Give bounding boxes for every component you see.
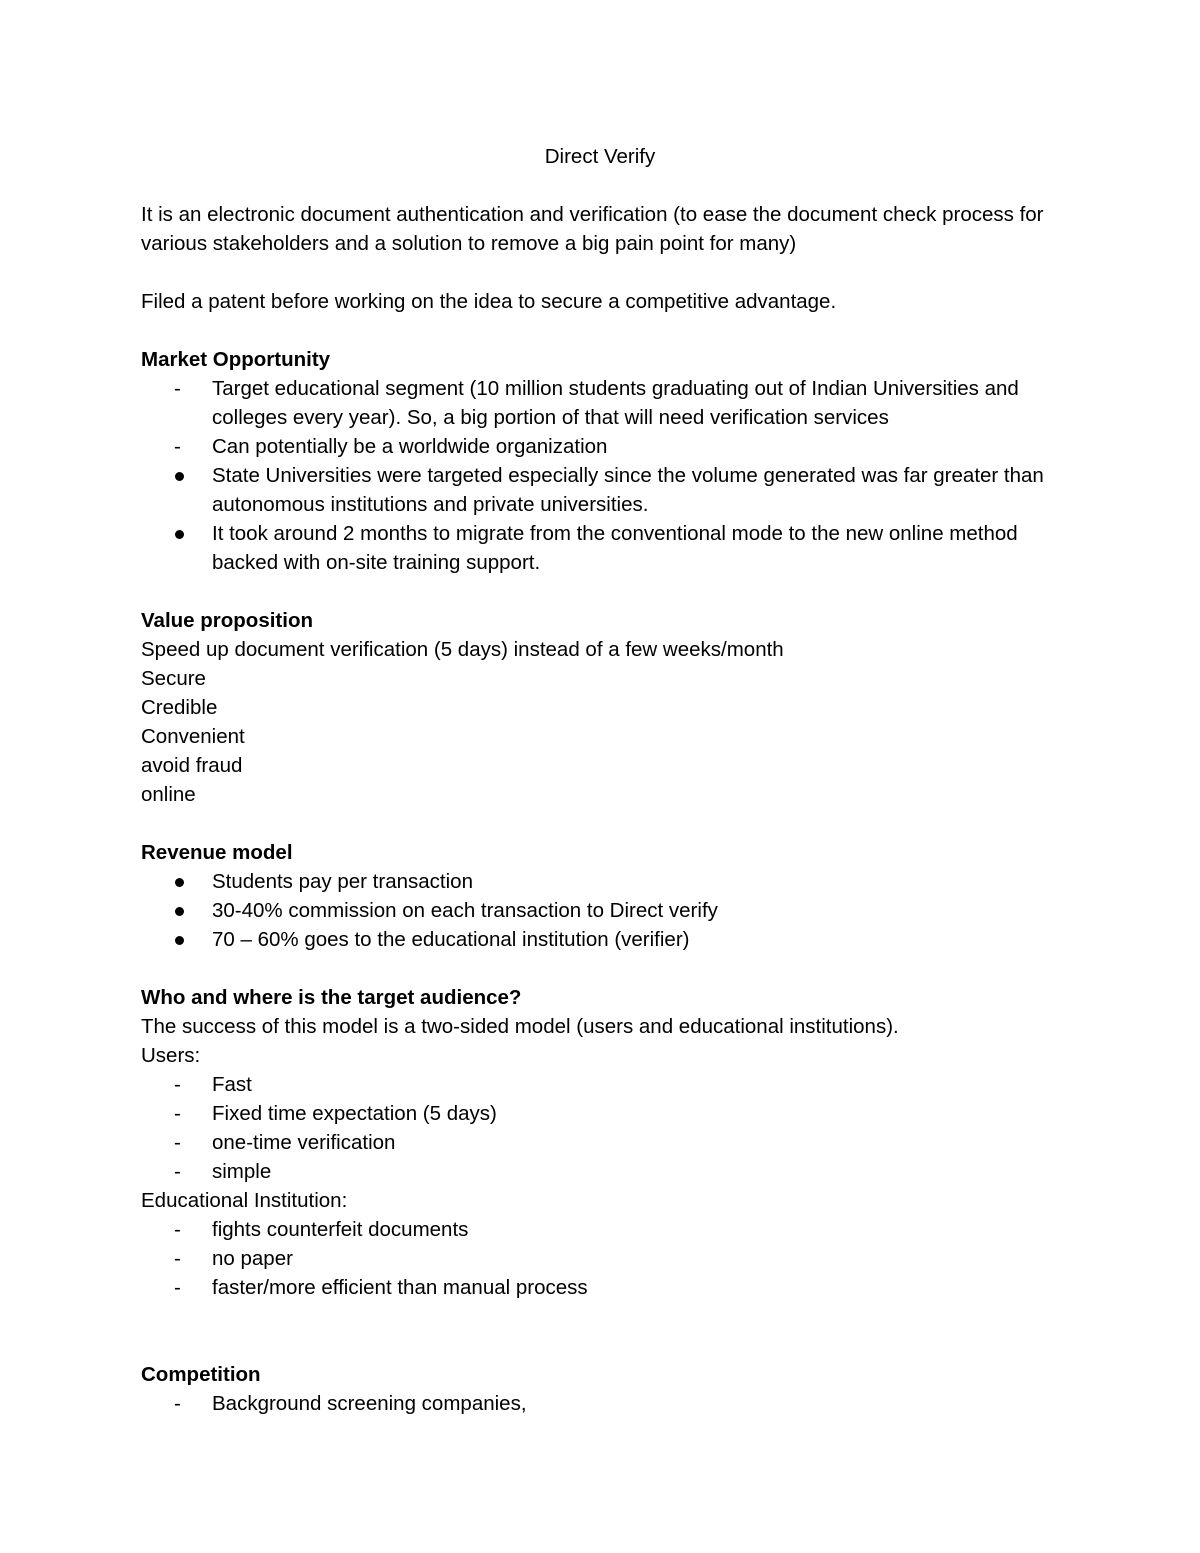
list-item-text: Fixed time expectation (5 days) xyxy=(212,1102,497,1125)
list-item-text: 30-40% commission on each transaction to Direct verify xyxy=(212,899,718,922)
competition-list xyxy=(141,1389,1061,1418)
value-line: online xyxy=(141,783,196,806)
list-item-text: Background screening companies, xyxy=(212,1392,527,1415)
list-item xyxy=(141,1128,1061,1157)
audience-summary: The success of this model is a two-sided model (users and educational institutions). xyxy=(141,1015,899,1038)
list-item-text: simple xyxy=(212,1160,272,1183)
bullet-icon xyxy=(175,530,184,539)
list-item-text: It took around 2 months to migrate from the conventional mode to the new online method backed with on-site training support. xyxy=(212,522,1018,574)
list-item-text: Fast xyxy=(212,1073,252,1096)
bullet-icon xyxy=(175,878,184,887)
list-item-text: Students pay per transaction xyxy=(212,870,473,893)
dash-marker: - xyxy=(174,1218,181,1241)
list-item xyxy=(141,896,1061,925)
value-line: Secure xyxy=(141,667,206,690)
list-item-text: fights counterfeit documents xyxy=(212,1218,469,1241)
competition-heading: Competition xyxy=(141,1363,261,1386)
list-item xyxy=(141,867,1061,896)
market-bullet-list xyxy=(141,461,1061,577)
dash-marker: - xyxy=(174,1392,181,1415)
bullet-icon xyxy=(175,907,184,916)
list-item xyxy=(141,1157,1061,1186)
value-line: Credible xyxy=(141,696,218,719)
list-item xyxy=(141,1244,1061,1273)
market-heading: Market Opportunity xyxy=(141,348,331,371)
patent-paragraph: Filed a patent before working on the idea to secure a competitive advantage. xyxy=(141,290,837,313)
institution-list xyxy=(141,1215,1061,1302)
list-item-text: no paper xyxy=(212,1247,293,1270)
list-item xyxy=(141,1389,1061,1418)
value-heading: Value proposition xyxy=(141,609,313,632)
institution-label: Educational Institution: xyxy=(141,1189,348,1212)
value-line: Speed up document verification (5 days) instead of a few weeks/month xyxy=(141,638,784,661)
list-item xyxy=(141,461,1061,519)
value-line: avoid fraud xyxy=(141,754,243,777)
list-item xyxy=(141,519,1061,577)
dash-marker: - xyxy=(174,1160,181,1183)
list-item-text: Can potentially be a worldwide organization xyxy=(212,435,608,458)
audience-heading: Who and where is the target audience? xyxy=(141,986,522,1009)
value-line: Convenient xyxy=(141,725,245,748)
list-item-text: faster/more efficient than manual process xyxy=(212,1276,588,1299)
dash-marker: - xyxy=(174,1131,181,1154)
list-item xyxy=(141,1070,1061,1099)
document-body xyxy=(141,142,1061,1418)
users-list xyxy=(141,1070,1061,1186)
list-item-text: one-time verification xyxy=(212,1131,396,1154)
dash-marker: - xyxy=(174,435,181,458)
list-item xyxy=(141,925,1061,954)
dash-marker: - xyxy=(174,1247,181,1270)
intro-paragraph: It is an electronic document authentication and verification (to ease the document check process for various stakeholders and a solution to remove a big pain point for many) xyxy=(141,203,1044,255)
list-item xyxy=(141,1215,1061,1244)
revenue-heading: Revenue model xyxy=(141,841,293,864)
bullet-icon xyxy=(175,472,184,481)
list-item xyxy=(141,1099,1061,1128)
document-title: Direct Verify xyxy=(544,145,656,168)
dash-marker: - xyxy=(174,1276,181,1299)
list-item xyxy=(141,432,1061,461)
list-item-text: Target educational segment (10 million students graduating out of Indian Universities and colleges every year). So, a big portion of that will need verification services xyxy=(212,377,1019,429)
revenue-list xyxy=(141,867,1061,954)
dash-marker: - xyxy=(174,1102,181,1125)
list-item xyxy=(141,374,1061,432)
dash-marker: - xyxy=(174,377,181,400)
list-item xyxy=(141,1273,1061,1302)
list-item-text: State Universities were targeted especially since the volume generated was far greater than autonomous institutions and private universities. xyxy=(212,464,1044,516)
list-item-text: 70 – 60% goes to the educational institution (verifier) xyxy=(212,928,690,951)
bullet-icon xyxy=(175,936,184,945)
dash-marker: - xyxy=(174,1073,181,1096)
users-label: Users: xyxy=(141,1044,201,1067)
market-dash-list xyxy=(141,374,1061,461)
